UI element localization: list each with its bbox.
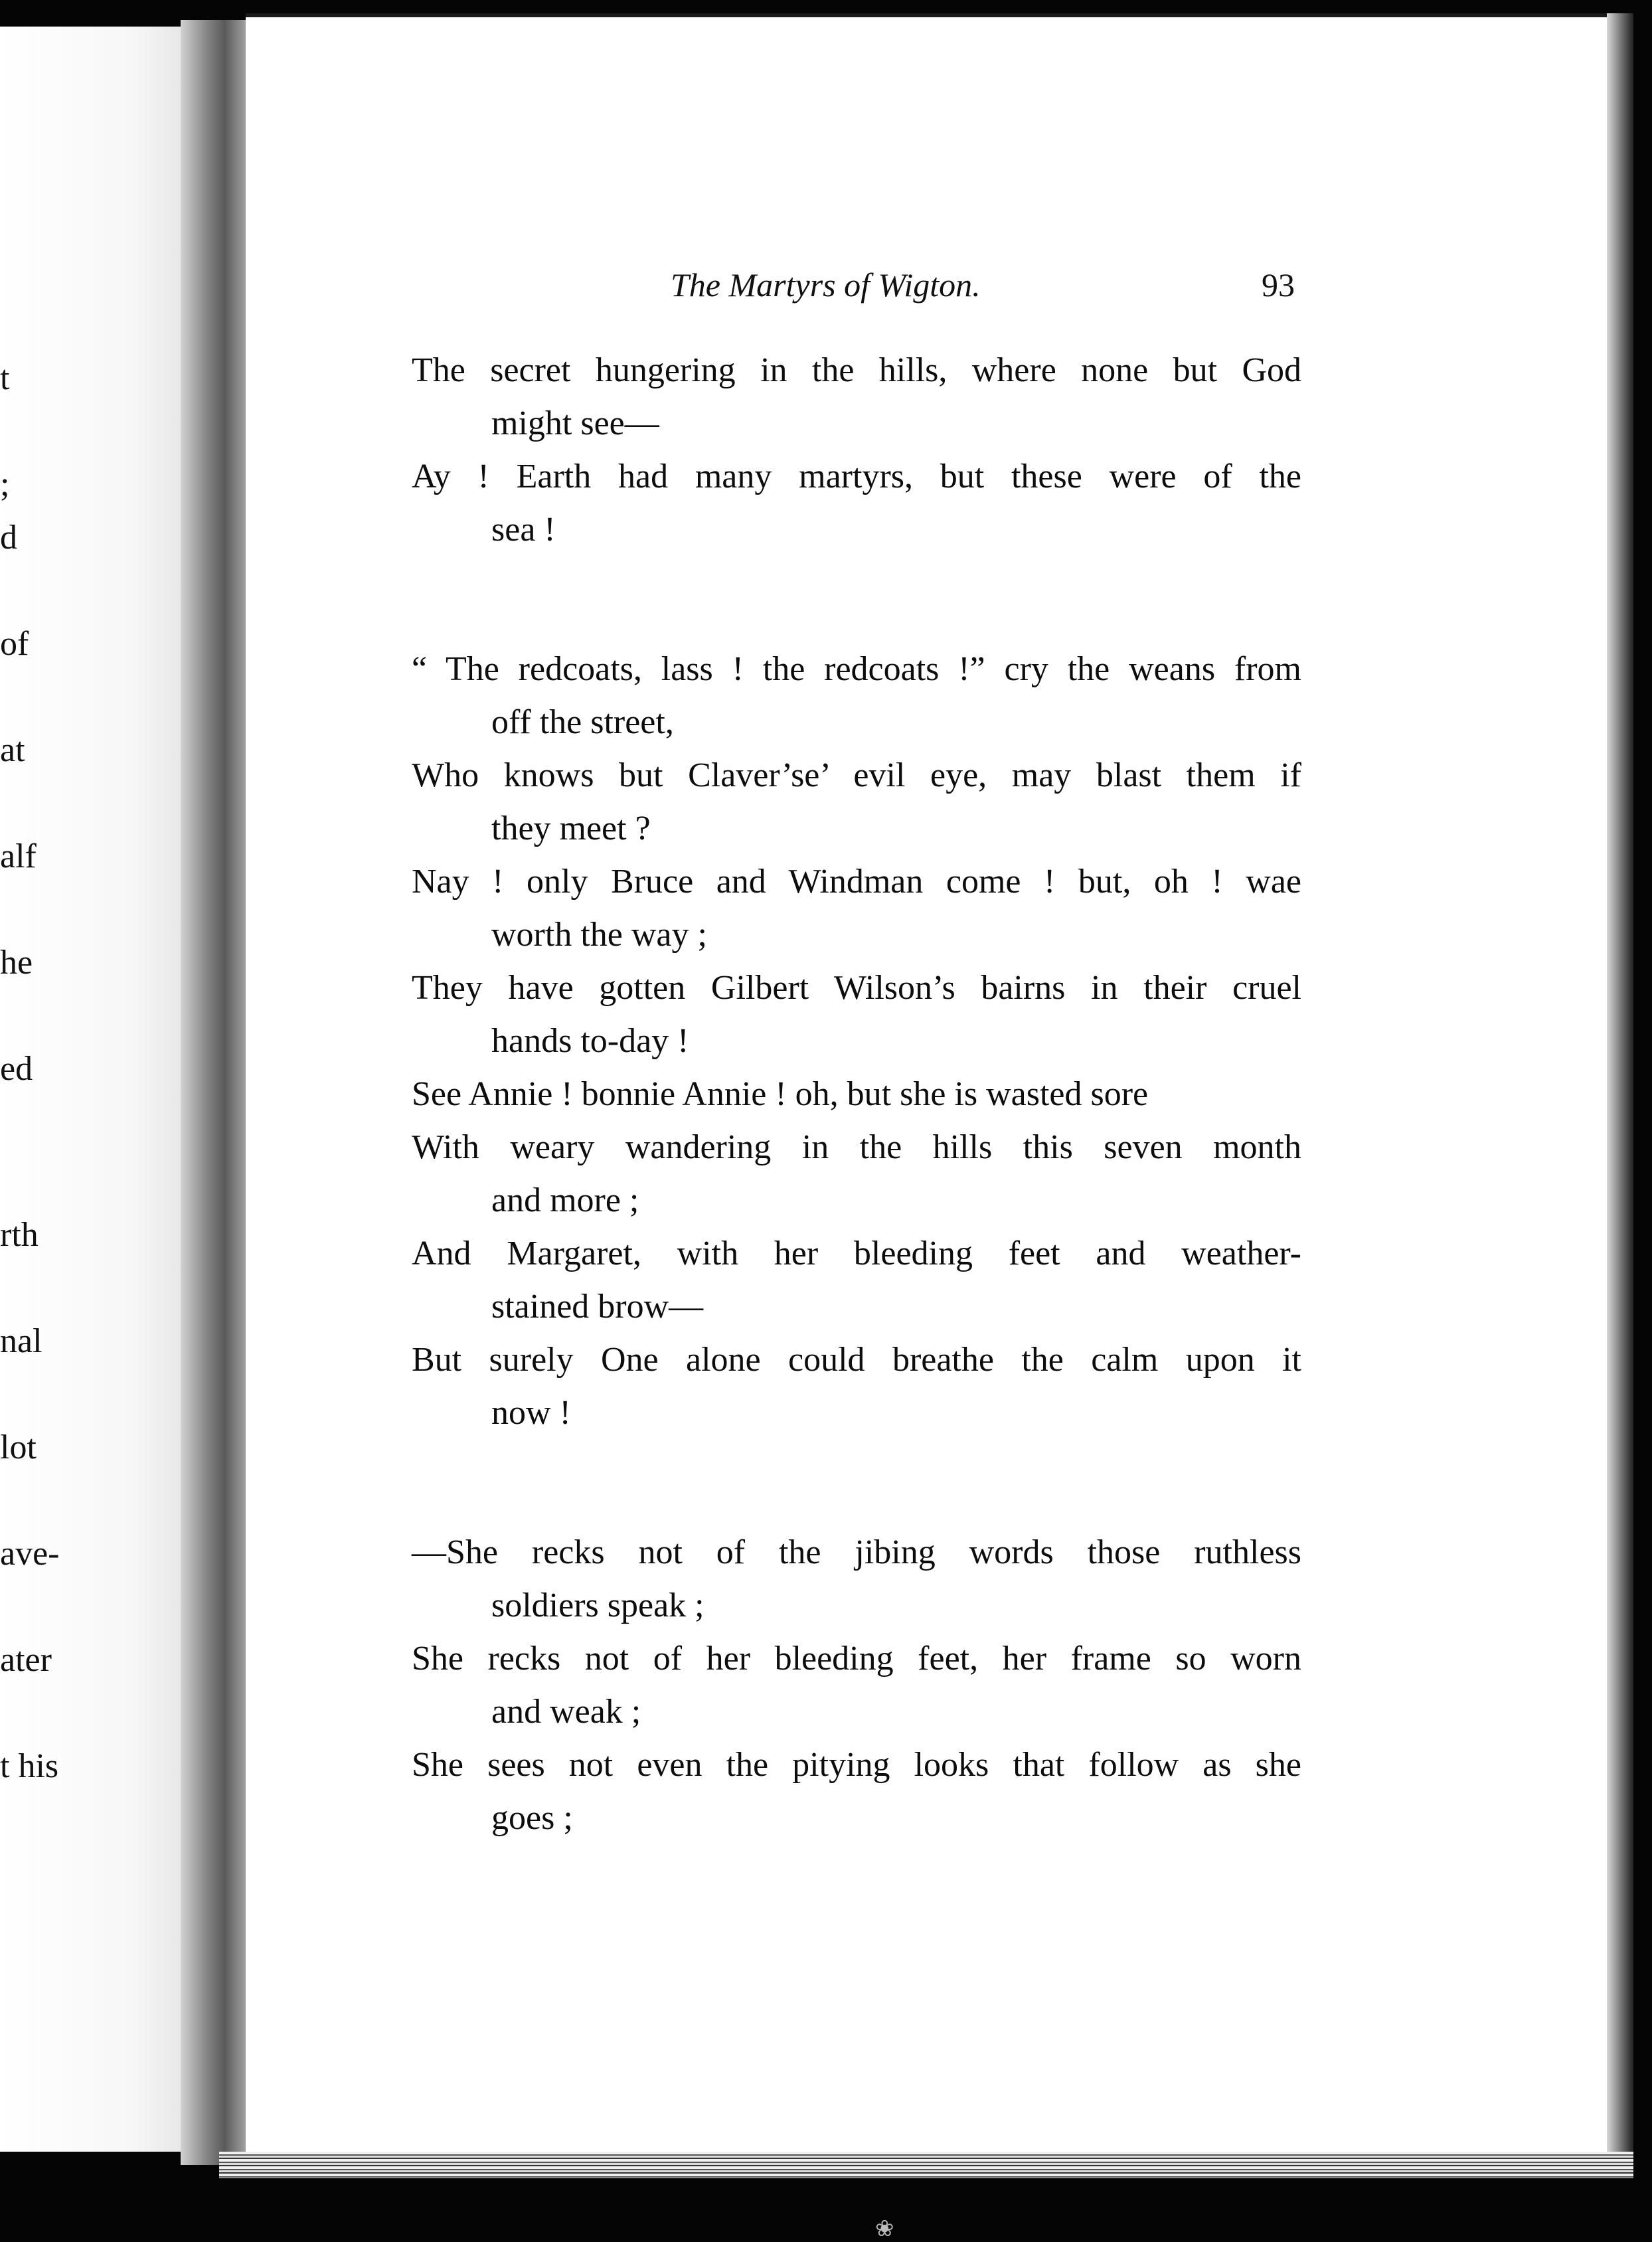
- margin-fragment: d: [0, 519, 17, 557]
- ink-smudge: ❀: [875, 2217, 894, 2241]
- verse-line: But surely One alone could breathe the calm upon it: [412, 1341, 1301, 1379]
- verse-line-continuation: now !: [491, 1394, 571, 1432]
- verse-line: The secret hungering in the hills, where none but God: [412, 351, 1301, 389]
- margin-fragment: rth: [0, 1216, 39, 1254]
- verse-line: Who knows but Claver’se’ evil eye, may blast them if: [412, 756, 1301, 794]
- margin-fragment: ed: [0, 1050, 33, 1088]
- margin-fragment: ater: [0, 1641, 52, 1679]
- stanza: [412, 1526, 1301, 1845]
- verse-line: Nay ! only Bruce and Windman come ! but, oh ! wae: [412, 863, 1301, 901]
- stanza-gap: [412, 557, 1301, 643]
- verse-line: Ay ! Earth had many martyrs, but these were of the: [412, 458, 1301, 495]
- stanza-gap: [412, 1440, 1301, 1526]
- margin-fragment: lot: [0, 1428, 37, 1466]
- margin-fragment: at: [0, 731, 25, 769]
- verse-line-continuation: and more ;: [491, 1181, 639, 1219]
- verse-line: With weary wandering in the hills this seven month: [412, 1128, 1301, 1166]
- margin-fragment: nal: [0, 1322, 42, 1360]
- verse-line-continuation: stained brow—: [491, 1288, 704, 1326]
- margin-fragment: t: [0, 359, 10, 397]
- verse-line: See Annie ! bonnie Annie ! oh, but she is wasted sore: [412, 1075, 1149, 1113]
- verse-line: She sees not even the pitying looks that follow as she: [412, 1746, 1301, 1784]
- running-title: The Martyrs of Wigton.: [671, 266, 981, 303]
- page-number: 93: [1262, 266, 1295, 303]
- page-edge-shadow: [1607, 13, 1633, 2172]
- verse-line-continuation: worth the way ;: [491, 916, 707, 954]
- verse-line-continuation: hands to-day !: [491, 1022, 689, 1060]
- verse-line: They have gotten Gilbert Wilson’s bairns in their cruel: [412, 969, 1301, 1007]
- page-stack-edge: [219, 2152, 1633, 2178]
- margin-fragment: t his: [0, 1747, 59, 1785]
- margin-fragment: ave-: [0, 1535, 60, 1573]
- verse-line: And Margaret, with her bleeding feet and weather-: [412, 1235, 1301, 1272]
- stanza: [412, 643, 1301, 1440]
- verse-line: She recks not of her bleeding feet, her frame so worn: [412, 1640, 1301, 1678]
- verse-line-continuation: they meet ?: [491, 810, 651, 847]
- stanza: [412, 344, 1301, 557]
- verse-line-continuation: might see—: [491, 404, 659, 442]
- verse-line-continuation: soldiers speak ;: [491, 1587, 704, 1624]
- verse-line-continuation: and weak ;: [491, 1693, 641, 1731]
- verse-line: “ The redcoats, lass ! the redcoats !” cry the weans from: [412, 650, 1301, 688]
- verse-line-continuation: sea !: [491, 511, 556, 549]
- running-header: [671, 266, 1295, 312]
- poem-body: [412, 344, 1301, 1845]
- margin-fragment: ;: [0, 466, 10, 503]
- verse-line: —She recks not of the jibing words those ruthless: [412, 1533, 1301, 1571]
- margin-fragment: he: [0, 944, 33, 982]
- margin-fragment: of: [0, 625, 29, 663]
- margin-fragment: alf: [0, 837, 37, 875]
- verse-line-continuation: goes ;: [491, 1799, 573, 1837]
- verse-line-continuation: off the street,: [491, 703, 674, 741]
